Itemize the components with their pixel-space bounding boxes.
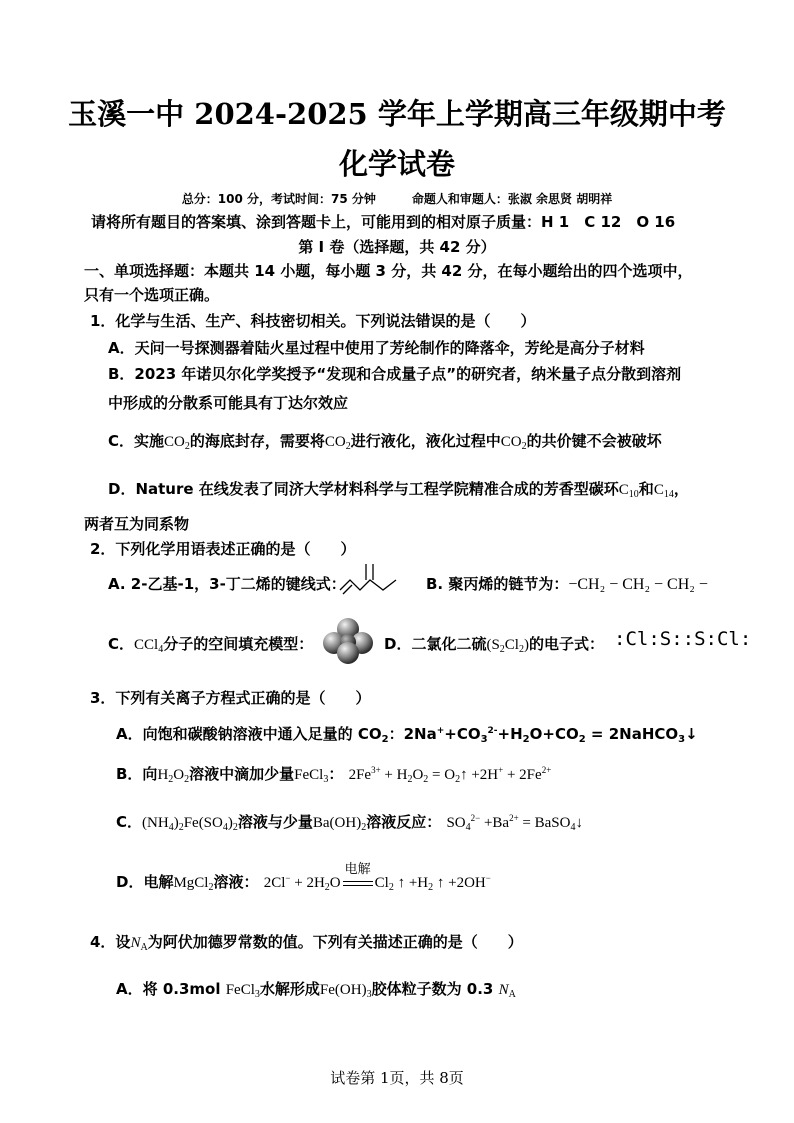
eq-part: ↑ +2H (460, 767, 499, 783)
exam-meta: 总分：100 分，考试时间：75 分钟 命题人和审题人：张淑 余思贤 胡明祥 (181, 192, 613, 206)
superscript: 2- (487, 726, 498, 736)
subscript: 2 (168, 774, 174, 785)
electrolysis-arrow (341, 861, 375, 892)
q2-option-d (384, 633, 604, 654)
q1-option-c (108, 430, 662, 451)
superscript: + (436, 726, 445, 736)
q3-a-text: A．向饱和碳酸钠溶液中通入足量的 CO (116, 725, 382, 743)
part-heading-line2: 只有一个选项正确。 (84, 286, 220, 304)
eq-part: + 2H (290, 875, 325, 891)
subscript: 2 (521, 441, 527, 452)
superscript: − (285, 873, 291, 883)
fecl3-formula (294, 767, 328, 783)
superscript: 3+ (371, 765, 381, 775)
q2-option-a: A. 2-乙基-1，3-丁二烯的键线式： (108, 575, 346, 593)
subscript: 2 (381, 734, 389, 745)
q2-c-text: C． (108, 635, 135, 653)
eq-part: O (329, 875, 341, 891)
superscript: + (498, 765, 504, 775)
fecl-text: FeCl (294, 767, 324, 783)
exam-title: 玉溪一中 2024-2025 学年上学期高三年级期中考 (68, 97, 726, 131)
eq-part: O (412, 767, 424, 783)
eq-part: Cl (374, 875, 389, 891)
q1-option-d-line2: 两者互为同系物 (84, 515, 190, 533)
subscript: 2 (428, 882, 434, 893)
ccl4-formula (134, 637, 163, 653)
co-text: CO (164, 434, 185, 450)
instructions: 请将所有题目的答案填、涂到答题卡上，可能用到的相对原子质量：H 1 C 12 O 16 (91, 213, 676, 231)
subscript: 2 (388, 882, 394, 893)
c-text: C (653, 482, 664, 498)
eq-part: ) (173, 815, 179, 831)
subscript: 3 (323, 774, 329, 785)
s-text: S (491, 637, 500, 653)
q2-option-b (426, 573, 708, 594)
eq-part: +Ba (480, 815, 510, 831)
subscript: 2 (184, 441, 190, 452)
eq-part: = BaSO (518, 815, 571, 831)
n-text: N (498, 982, 509, 998)
subscript: 2 (208, 882, 214, 893)
q3-c-text: C． (116, 813, 143, 831)
subscript: 2 (324, 882, 330, 893)
question-1-stem: 1．化学与生活、生产、科技密切相关。下列说法错误的是（ ） (90, 312, 536, 330)
superscript: 2− (470, 813, 481, 823)
subscript: 2 (184, 774, 190, 785)
subscript: 2 (423, 774, 429, 785)
subscript: 2 (522, 734, 530, 745)
ccl-text: CCl (134, 637, 159, 653)
condition-label: 电解 (344, 861, 371, 876)
q1-option-b-line1: B．2023 年诺贝尔化学奖授予“发现和合成量子点”的研究者，纳米量子点分散到溶剂 (108, 365, 682, 383)
subscript: 4 (570, 822, 576, 833)
question-3-stem: 3．下列有关离子方程式正确的是（ ） (90, 689, 371, 707)
q3-option-c (116, 811, 583, 832)
eq-part: MgCl (173, 875, 209, 891)
eq-part: +H (497, 725, 523, 743)
colon: ： (328, 765, 344, 783)
eq-part: Fe(SO (183, 815, 223, 831)
q2-c-text: 分子的空间填充模型： (163, 635, 314, 653)
avogadro-symbol (499, 982, 516, 998)
q1-d-text: 和 (638, 480, 654, 498)
fecl3-formula (226, 982, 260, 998)
q3-b-text: 溶液中滴加少量 (189, 765, 295, 783)
subscript: 2 (361, 822, 367, 833)
subscript: 10 (628, 489, 639, 500)
avogadro-symbol (130, 935, 147, 951)
eq-part: (NH (142, 815, 169, 831)
subscript: 2 (578, 734, 586, 745)
eq-part: ↓ (685, 725, 698, 743)
q2-option-c (108, 633, 313, 654)
subscript: 2 (345, 441, 351, 452)
subscript: 3 (366, 989, 372, 1000)
q3-c-text: 溶液与少量 (237, 813, 313, 831)
s2cl2-formula: $(S_2Cl_2)$ (486, 637, 529, 655)
q3-d-equation (263, 861, 491, 893)
q3-option-d (116, 861, 491, 893)
subscript: 2 (499, 644, 505, 655)
q3-b-equation (349, 767, 552, 783)
q3-d-text: 溶液： (213, 873, 259, 891)
eq-part: 2Cl (263, 875, 286, 891)
subscript: A (508, 989, 516, 1000)
eq-part: = 2NaHCO (585, 725, 679, 743)
question-4-stem (90, 931, 523, 952)
cl-text: Cl (504, 637, 519, 653)
subscript: 14 (663, 489, 674, 500)
subscript: 2 (455, 774, 461, 785)
q1-option-a: A．天问一号探测器着陆火星过程中使用了芳纶制作的降落伞，芳纶是高分子材料 (108, 339, 645, 357)
superscript: − (485, 873, 491, 883)
subscript: 2 (407, 774, 413, 785)
q3-c-text: 溶液反应： (366, 813, 442, 831)
q4-option-a (116, 978, 516, 999)
subscript: 4 (465, 822, 471, 833)
q1-option-b-line2: 中形成的分散系可能具有丁达尔效应 (108, 394, 349, 412)
double-line (343, 881, 373, 886)
q4-a-text: A．将 0.3mol (116, 980, 221, 998)
n-text: N (130, 935, 141, 951)
subscript: 4 (222, 822, 228, 833)
q1-c-text: C．实施 (108, 432, 165, 450)
c10-formula (619, 482, 639, 498)
eq-part: O+CO (529, 725, 579, 743)
q3-d-text: D．电解 (116, 873, 174, 891)
subscript: 4 (168, 822, 174, 833)
space-filling-model-icon (322, 617, 374, 665)
q4-a-text: 水解形成 (259, 980, 320, 998)
q1-c-text: 进行液化，液化过程中 (350, 432, 501, 450)
ammonium-iron-sulfate-formula (142, 815, 238, 831)
baoh2-formula (313, 815, 366, 831)
section-heading: 第 I 卷（选择题，共 42 分） (298, 238, 496, 256)
page-footer: 试卷第 1页，共 8页 (330, 1069, 464, 1087)
eq-part: ↑ +H (393, 875, 429, 891)
co2-formula (501, 434, 527, 450)
eq-part: ↓ (575, 815, 583, 831)
eq-part: + H (380, 767, 408, 783)
subscript: 2 (232, 822, 238, 833)
subscript: A (140, 942, 148, 953)
co-text: CO (500, 434, 522, 450)
feoh3-formula (320, 982, 372, 998)
h-text: H (157, 767, 169, 783)
q4-text: 为阿伏加德罗常数的值。下列有关描述正确的是（ ） (147, 933, 523, 951)
co2-formula (325, 434, 351, 450)
q2-d-text: D．二氯化二硫 (384, 635, 487, 653)
superscript: 2+ (541, 765, 552, 775)
subscript: 3 (678, 734, 686, 745)
colon: ： (388, 725, 404, 743)
subscript: 3 (480, 734, 488, 745)
subscript: 3 (254, 989, 260, 1000)
fecl-text: FeCl (225, 982, 255, 998)
electron-formula: :Cl:S::S:Cl: (614, 628, 752, 650)
q4-text: 4．设 (90, 933, 131, 951)
exam-subtitle: 化学试卷 (338, 147, 455, 181)
polypropylene-formula: −CH₂ − CH₂ − CH₂ − (568, 576, 708, 593)
eq-part: +CO (444, 725, 481, 743)
h2o2-formula (157, 767, 189, 783)
q3-c-equation (446, 815, 583, 831)
mgcl2-formula (173, 875, 213, 891)
q3-option-b (116, 763, 551, 784)
q2-d-text: 的电子式： (528, 635, 604, 653)
o-text: O (173, 767, 185, 783)
eq-part: SO (446, 815, 466, 831)
question-2-stem: 2．下列化学用语表述正确的是（ ） (90, 540, 356, 558)
q3-b-text: B．向 (116, 765, 158, 783)
subscript: 2 (178, 822, 184, 833)
eq-part: ) (227, 815, 233, 831)
q1-d-text: ， (673, 480, 689, 498)
part-heading-line1: 一、单项选择题：本题共 14 小题，每小题 3 分，共 42 分，在每小题给出的四个选项中， (84, 262, 693, 280)
q2-b-text: B. 聚丙烯的链节为： (426, 575, 569, 593)
eq-part: = O (428, 767, 456, 783)
skeletal-formula-icon (338, 562, 414, 596)
co-text: CO (324, 434, 346, 450)
subscript: 4 (158, 644, 164, 655)
eq-part: 2Fe (348, 767, 372, 783)
c14-formula (654, 482, 674, 498)
q1-d-text: D．Nature 在线发表了同济大学材料科学与工程学院精准合成的芳香型碳环 (108, 480, 619, 498)
feoh-text: Fe(OH) (319, 982, 367, 998)
q1-c-text: 的海底封存，需要将 (189, 432, 325, 450)
eq-part: + 2Fe (503, 767, 542, 783)
c-text: C (618, 482, 629, 498)
q3-option-a (116, 723, 698, 744)
subscript: 2 (518, 644, 524, 655)
q4-a-text: 胶体粒子数为 0.3 (371, 980, 494, 998)
eq-part: 2Na (403, 725, 437, 743)
q1-option-d (108, 478, 689, 499)
co2-formula (164, 434, 190, 450)
superscript: 2+ (509, 813, 519, 823)
q1-c-text: 的共价键不会被破坏 (526, 432, 662, 450)
eq-part: Ba(OH) (312, 815, 362, 831)
eq-part: ↑ +2OH (433, 875, 486, 891)
